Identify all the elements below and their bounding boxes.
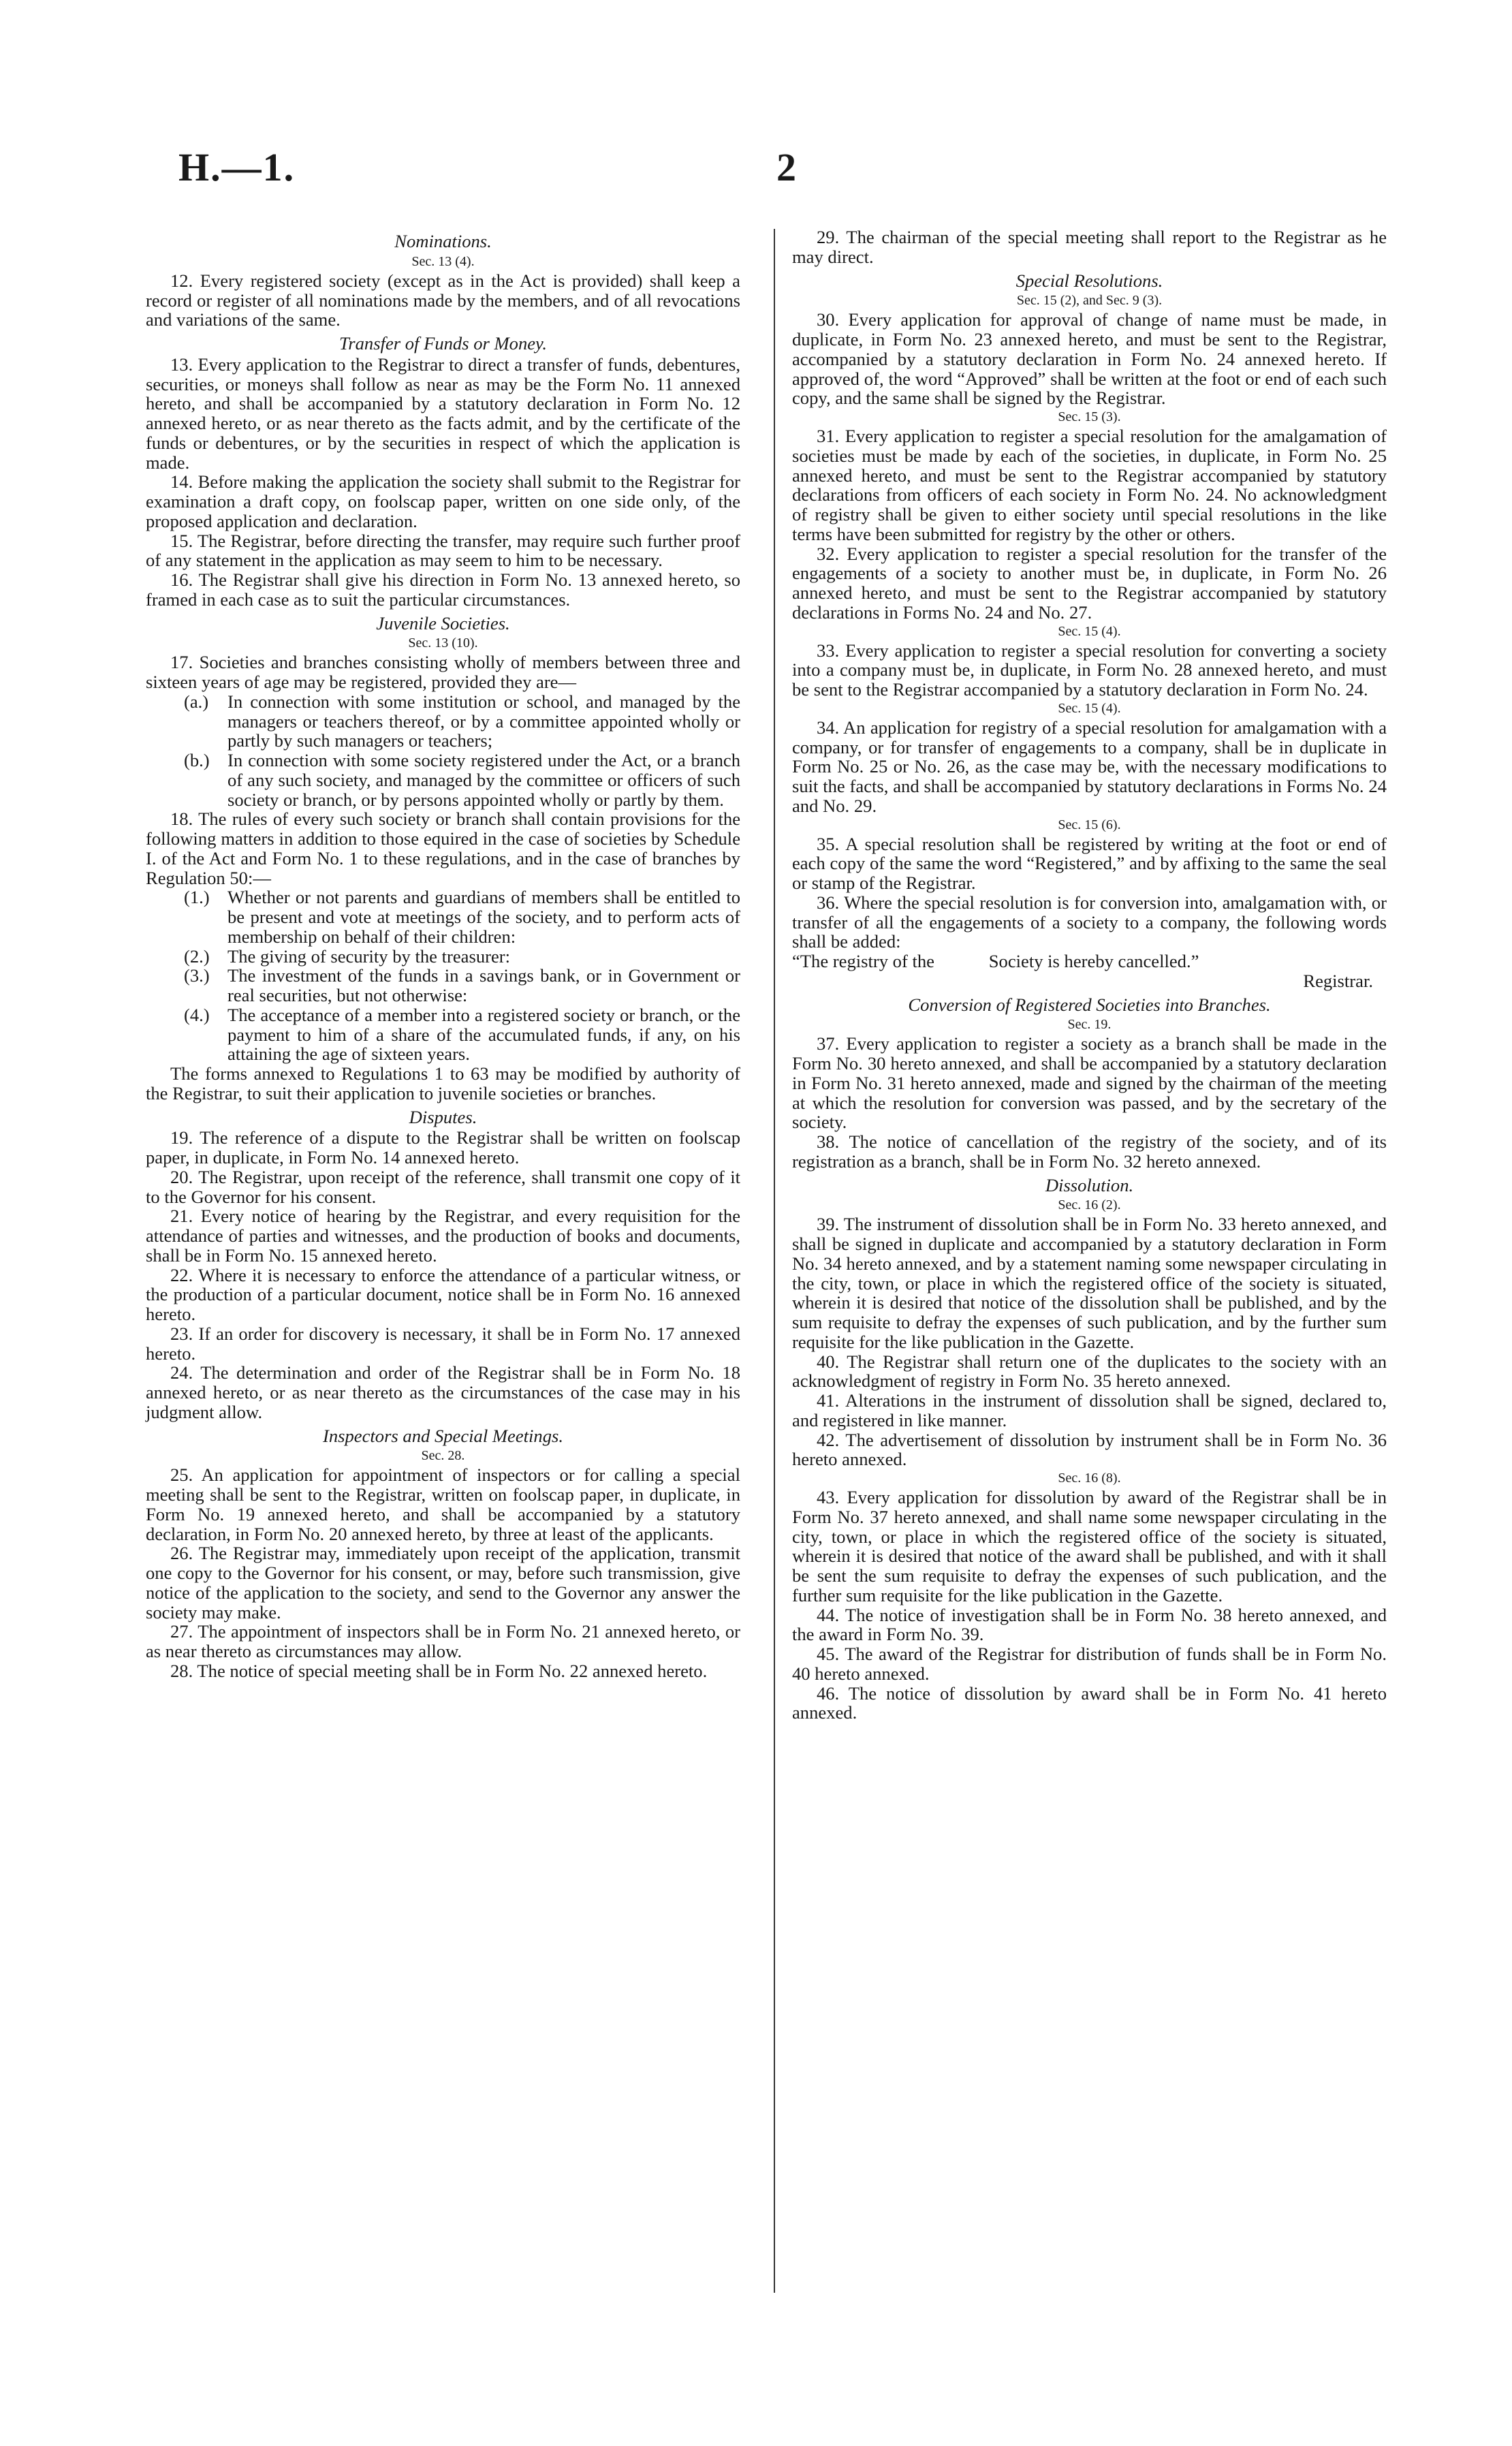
regulation-paragraph: 41. Alterations in the instrument of dissolution shall be signed, declared to, and registered in like manner. (792, 1390, 1387, 1430)
list-item-label: (1.) (184, 887, 210, 908)
regulation-paragraph: 43. Every application for dissolution by award of the Registrar shall be in Form No. 37 hereto annexed, and shall name some newspaper circulating in the city, town, or place in which the registered office of the society is situated, wherein it is desired that notice of the award shall be published, and with it shall be sent the sum requisite to defray the expenses of such publication, and the further sum requisite for the like publication in the Gazette. (792, 1487, 1387, 1605)
list-item-label: (3.) (184, 965, 210, 986)
section-reference: Sec. 15 (6). (1058, 817, 1121, 832)
section-heading: Inspectors and Special Meetings. (322, 1425, 564, 1446)
section-heading: Disputes. (409, 1106, 477, 1127)
regulation-paragraph: 24. The determination and order of the Registrar shall be in Form No. 18 annexed hereto, or as near thereto as the circumstances of the case may in his judgment allow. (146, 1362, 740, 1422)
right-column (792, 228, 1387, 1723)
regulation-paragraph: 31. Every application to register a special resolution for the amalgamation of societies must be made by each of the societies, in duplicate, in Form No. 25 annexed hereto, and must be sent to the Registrar accompanied by statutory declarations from officers of each society in Form No. 24. No acknowledgment of registry shall be given to either society until special resolutions in the like terms have been submitted for registry by the other or others. (792, 426, 1387, 544)
regulation-paragraph: 42. The advertisement of dissolution by instrument shall be in Form No. 36 hereto annexed. (792, 1429, 1387, 1470)
list-item-label: (a.) (184, 691, 209, 712)
section-heading: Conversion of Registered Societies into Branches. (908, 994, 1271, 1015)
list-item-text: The giving of security by the treasurer: (227, 945, 511, 967)
regulation-paragraph: 38. The notice of cancellation of the registry of the society, and of its registration as a branch, shall be in Form No. 32 hereto annexed. (792, 1131, 1387, 1172)
list-item (146, 966, 740, 1005)
regulation-paragraph: 34. An application for registry of a special resolution for amalgamation with a company, or for transfer of engagements to a company, shall be in duplicate in Form No. 25 or No. 26, as the case may be, with the necessary modifications to suit the facts, and shall be accompanied by statutory declarations in Forms No. 24 and No. 29. (792, 717, 1387, 816)
page-header (0, 0, 1512, 225)
regulation-paragraph: 28. The notice of special meeting shall be in Form No. 22 annexed hereto. (170, 1660, 708, 1681)
column-divider (774, 229, 775, 2293)
regulation-paragraph: 40. The Registrar shall return one of the duplicates to the society with an acknowledgment of registry in Form No. 35 hereto annexed. (792, 1351, 1387, 1392)
section-reference: Sec. 16 (2). (1058, 1197, 1121, 1213)
regulation-paragraph: 20. The Registrar, upon receipt of the reference, shall transmit one copy of it to the Governor for his consent. (146, 1166, 740, 1207)
section-reference: Sec. 16 (8). (1058, 1471, 1121, 1486)
list-item (146, 947, 740, 967)
section-heading: Nominations. (394, 231, 492, 251)
section-reference: Sec. 15 (3). (1058, 409, 1121, 424)
cancellation-wording: “The registry of the Society is hereby cancelled.” (792, 951, 1199, 971)
regulation-paragraph: 35. A special resolution shall be registered by writing at the foot or end of each copy of the same the word “Registered,” and by affixing to the same the seal or stamp of the Registrar. (792, 833, 1387, 893)
list-item (146, 692, 740, 751)
section-reference: Sec. 13 (4). (411, 253, 475, 269)
regulation-paragraph: 27. The appointment of inspectors shall be in Form No. 21 annexed hereto, or as near thereto as circumstances may allow. (146, 1621, 740, 1661)
regulation-paragraph: 39. The instrument of dissolution shall be in Form No. 33 hereto annexed, and shall be signed in duplicate and accompanied by a statutory declaration in Form No. 34 hereto annexed, and by a statement naming some newspaper circulating in the city, town, or place in which the registered office of the society is situated, wherein it is desired that notice of the dissolution shall be published, and by the sum requisite to defray the expenses of such publication, and by the further sum requisite for the like publication in the Gazette. (792, 1214, 1387, 1352)
section-reference: Sec. 19. (1067, 1017, 1112, 1033)
regulation-paragraph: 46. The notice of dissolution by award shall be in Form No. 41 hereto annexed. (792, 1682, 1387, 1723)
registrar-signature-line: Registrar. (1303, 970, 1373, 991)
regulation-paragraph: 25. An application for appointment of inspectors or for calling a special meeting shall be sent to the Registrar, written on foolscap paper, in duplicate, in Form No. 19 annexed hereto, and shall be accompanied by a statutory declaration, in Form No. 20 annexed hereto, by three at least of the applicants. (146, 1464, 740, 1544)
regulation-paragraph: 36. Where the special resolution is for conversion into, amalgamation with, or transfer of all the engagements of a society to a company, the following words shall be added: (792, 892, 1387, 952)
regulation-paragraph: 45. The award of the Registrar for distribution of funds shall be in Form No. 40 hereto annexed. (792, 1644, 1387, 1684)
section-heading: Special Resolutions. (1015, 270, 1163, 291)
list-item-label: (2.) (184, 945, 210, 967)
section-reference: Sec. 15 (4). (1058, 623, 1121, 639)
regulation-paragraph: 30. Every application for approval of change of name must be made, in duplicate, in Form No. 23 annexed hereto, and must be sent to the Registrar, accompanied by a statutory declaration in Form No. 24 annexed hereto. If approved of, the word “Approved” shall be written at the foot or end of each such copy, and the same shall be signed by the Registrar. (792, 309, 1387, 409)
list-item-text: Whether or not parents and guardians of members shall be entitled to be present and vote at meetings of the society, and to perform acts of membership on behalf of their children: (227, 887, 740, 947)
regulation-paragraph: 32. Every application to register a special resolution for the transfer of the engagements of a society to another must be, in duplicate, in Form No. 26 annexed hereto, and must be sent to the Registrar accompanied by statutory declarations in Forms No. 24 and No. 27. (792, 543, 1387, 623)
section-heading: Transfer of Funds or Money. (338, 333, 548, 354)
regulation-paragraph: 29. The chairman of the special meeting shall report to the Registrar as he may direct. (792, 227, 1387, 267)
regulation-paragraph: 12. Every registered society (except as in the Act is provided) shall keep a record or register of all nominations made by the members, and of all revocations and variations of the same. (146, 270, 740, 330)
regulation-paragraph: 23. If an order for discovery is necessary, it shall be in Form No. 17 annexed hereto. (146, 1323, 740, 1364)
list-item-text: The acceptance of a member into a registered society or branch, or the payment to him of a share of the accumulated funds, if any, on his attaining the age of sixteen years. (227, 1004, 740, 1065)
section-reference: Sec. 15 (4). (1058, 700, 1121, 716)
list-item (146, 751, 740, 809)
regulation-paragraph: 26. The Registrar may, immediately upon receipt of the application, transmit one copy to the Governor for his consent, or may, before such transmission, give notice of the application to the society, and send to the Governor any answer the society may make. (146, 1543, 740, 1622)
list-item-label: (4.) (184, 1004, 210, 1025)
list-item (146, 888, 740, 946)
regulation-paragraph: 19. The reference of a dispute to the Registrar shall be written on foolscap paper, in duplicate, in Form No. 14 annexed hereto. (146, 1127, 740, 1167)
left-column (146, 228, 740, 1681)
section-heading: Dissolution. (1045, 1174, 1134, 1195)
list-item-text: The investment of the funds in a savings bank, or in Government or real securities, but not otherwise: (227, 965, 740, 1005)
section-reference: Sec. 15 (2), and Sec. 9 (3). (1016, 293, 1163, 309)
regulation-paragraph: 13. Every application to the Registrar to direct a transfer of funds, debentures, securities, or moneys shall follow as near as may be the Form No. 11 annexed hereto, and shall be accompanied by a statutory declaration in Form No. 12 annexed hereto, or as near thereto as the facts admit, and by the certificate of the funds or debentures, or by the securities in respect of which the application is made. (146, 354, 740, 473)
regulation-paragraph: 18. The rules of every such society or branch shall contain provisions for the following matters in addition to those equired in the case of societies by Schedule I. of the Act and Form No. 1 to these regulations, and in the case of branches by Regulation 50:— (146, 809, 740, 888)
regulation-paragraph: 14. Before making the application the society shall submit to the Registrar for examination a draft copy, on foolscap paper, written on one side only, of the proposed application and declaration. (146, 471, 740, 531)
list-item-text: In connection with some society registered under the Act, or a branch of any such society, and managed by the committee or officers of such society or branch, or by persons appointed wholly or partly by them. (227, 750, 740, 810)
document-code: H.—1. (178, 145, 296, 189)
regulation-paragraph: 22. Where it is necessary to enforce the attendance of a particular witness, or the production of a particular document, notice shall be in Form No. 16 annexed hereto. (146, 1264, 740, 1324)
section-reference: Sec. 13 (10). (408, 636, 478, 651)
regulation-paragraph: 21. Every notice of hearing by the Registrar, and every requisition for the attendance of parties and witnesses, and the production of books and documents, shall be in Form No. 15 annexed hereto. (146, 1206, 740, 1266)
list-item-label: (b.) (184, 750, 210, 770)
regulation-paragraph: 44. The notice of investigation shall be in Form No. 38 hereto annexed, and the award in Form No. 39. (792, 1604, 1387, 1645)
list-item-text: In connection with some institution or school, and managed by the managers or teachers thereof, or by a committee appointed wholly or partly by such managers or teachers; (227, 691, 740, 751)
regulation-paragraph: 16. The Registrar shall give his direction in Form No. 13 annexed hereto, so framed in each case as to suit the particular circumstances. (146, 569, 740, 610)
section-reference: Sec. 28. (421, 1448, 465, 1464)
regulation-paragraph: The forms annexed to Regulations 1 to 63 may be modified by authority of the Registrar, to suit their application to juvenile societies or branches. (146, 1063, 740, 1103)
list-item (146, 1005, 740, 1064)
section-heading: Juvenile Societies. (376, 612, 510, 633)
regulation-paragraph: 33. Every application to register a special resolution for converting a society into a company must be, in duplicate, in Form No. 28 annexed hereto, and must be sent to the Registrar accompanied by a statutory declaration in Form No. 24. (792, 640, 1387, 700)
page-number: 2 (776, 145, 796, 189)
regulation-paragraph: 37. Every application to register a society as a branch shall be made in the Form No. 30 hereto annexed, and shall be accompanied by a statutory declaration in Form No. 31 hereto annexed, made and signed by the chairman of the meeting at which the resolution for conversion was passed, and by the secretary of the society. (792, 1033, 1387, 1133)
regulation-paragraph: 17. Societies and branches consisting wholly of members between three and sixteen years of age may be registered, provided they are— (146, 652, 740, 692)
regulation-paragraph: 15. The Registrar, before directing the transfer, may require such further proof of any statement in the application as may seem to him to be necessary. (146, 530, 740, 571)
